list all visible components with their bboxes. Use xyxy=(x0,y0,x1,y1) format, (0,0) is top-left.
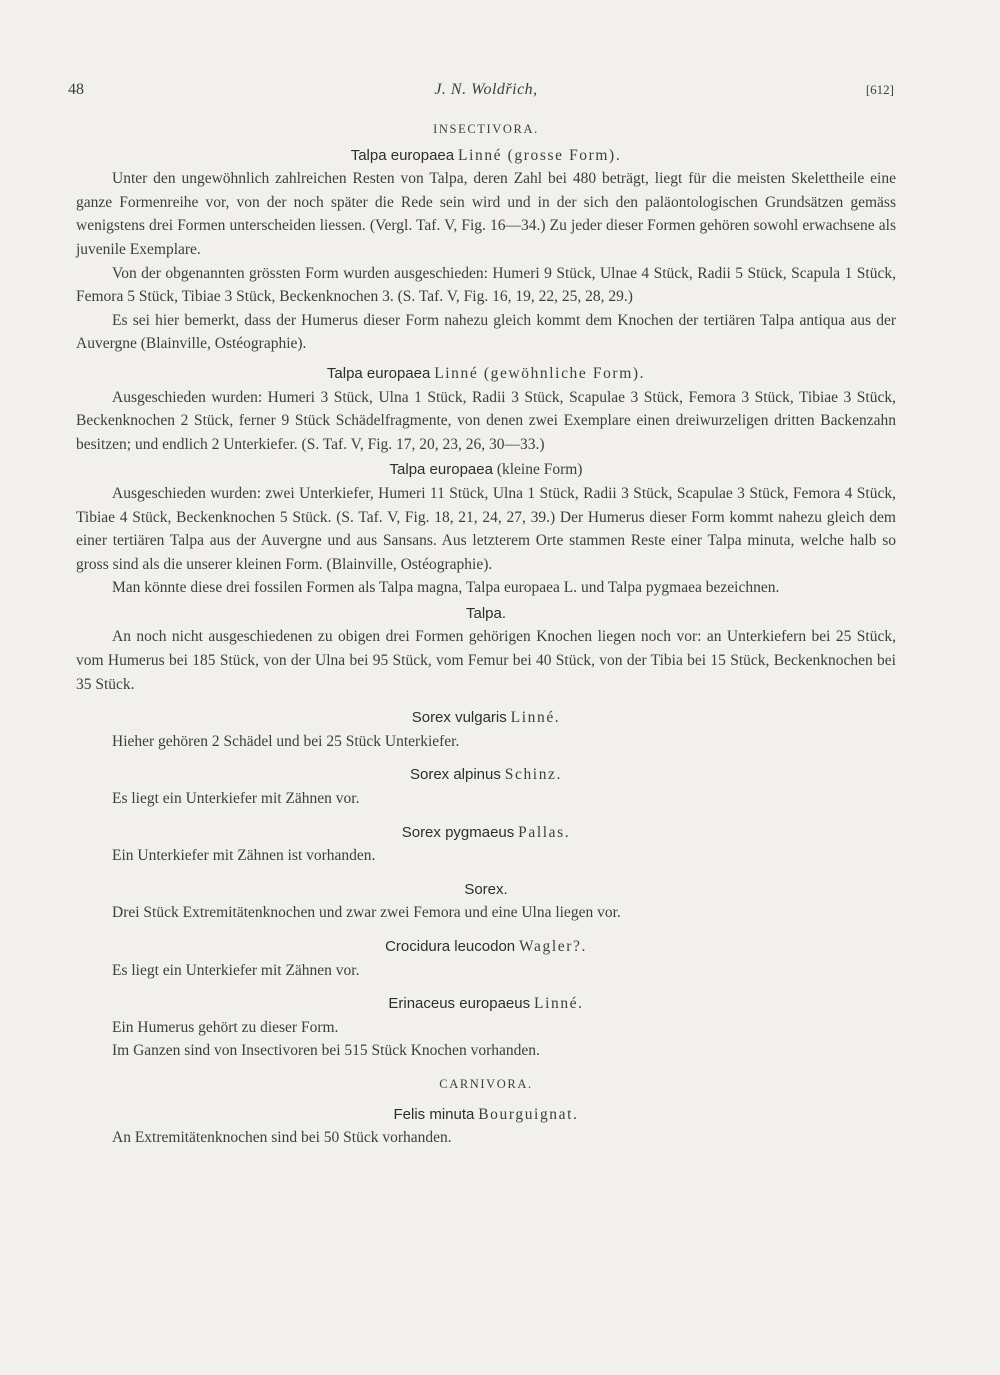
species-authority: Linné. xyxy=(510,709,561,727)
species-authority: Bourguignat. xyxy=(478,1105,579,1123)
paragraph: Hieher gehören 2 Schädel und bei 25 Stück Unterkiefer. xyxy=(112,732,460,750)
species-heading xyxy=(76,362,896,386)
species-name: Talpa europaea xyxy=(389,461,493,479)
paragraph: Es sei hier bemerkt, dass der Humerus dieser Form nahezu gleich kommt dem Knochen der tertiären Talpa antiqua aus der Auvergne (Blainville, Ostéographie). xyxy=(76,311,896,353)
species-authority: (kleine Form) xyxy=(496,461,583,479)
species-authority: Schinz. xyxy=(504,766,563,784)
species-authority: Pallas. xyxy=(518,823,571,841)
species-name: Sorex. xyxy=(464,880,508,898)
species-name: Talpa europaea xyxy=(350,146,455,164)
species-name: Sorex pygmaeus xyxy=(401,823,515,841)
species-name: Felis minuta xyxy=(393,1105,475,1123)
paragraph: Von der obgenannten grössten Form wurden ausgeschieden: Humeri 9 Stück, Ulnae 4 Stück, Radii 5 Stück, Scapula 1 Stück, Femora 5 Stück, Tibiae 3 Stück, Beckenknochen 3. (S. Taf. V, Fig. 16, 19, 22, 25, 28, 29.) xyxy=(76,264,896,306)
species-heading xyxy=(76,878,896,902)
species-heading xyxy=(76,763,896,787)
paragraph: Ein Unterkiefer mit Zähnen ist vorhanden. xyxy=(112,847,376,865)
document-page xyxy=(68,78,896,1150)
section-title-insectivora: INSECTIVORA. xyxy=(433,122,539,136)
species-name: Erinaceus europaeus xyxy=(388,995,531,1013)
species-name: Talpa. xyxy=(465,604,507,622)
paragraph: Drei Stück Extremitätenknochen und zwar zwei Femora und eine Ulna liegen vor. xyxy=(112,904,621,922)
running-header xyxy=(68,78,896,102)
species-authority: Wagler?. xyxy=(519,938,587,955)
species-authority: Linné (grosse Form). xyxy=(458,146,622,164)
paragraph: Ein Humerus gehört zu dieser Form. xyxy=(112,1018,339,1036)
species-heading xyxy=(76,935,896,959)
species-authority: Linné. xyxy=(534,995,584,1013)
species-heading xyxy=(76,1103,896,1127)
page-number: 48 xyxy=(68,81,84,98)
page-reference: [612] xyxy=(865,82,894,97)
species-name: Crocidura leucodon xyxy=(385,938,516,955)
paragraph: An Extremitätenknochen sind bei 50 Stück vorhanden. xyxy=(112,1129,452,1147)
species-authority: Linné (gewöhnliche Form). xyxy=(434,364,646,382)
paragraph: An noch nicht ausgeschiedenen zu obigen drei Formen gehörigen Knochen liegen noch vor: an Unterkiefern bei 25 Stück, vom Humerus bei 185 Stück, von der Ulna bei 95 Stück, vom Femur bei 40 Stück, von der Tibia bei 15 Stück, Beckenknochen bei 35 Stück. xyxy=(76,628,896,693)
paragraph: Im Ganzen sind von Insectivoren bei 515 Stück Knochen vorhanden. xyxy=(112,1042,540,1060)
running-author: J. N. Woldřich, xyxy=(434,81,538,98)
species-name: Sorex alpinus xyxy=(409,766,501,784)
paragraph: Es liegt ein Unterkiefer mit Zähnen vor. xyxy=(112,790,360,808)
species-heading xyxy=(76,821,896,845)
paragraph: Ausgeschieden wurden: Humeri 3 Stück, Ulna 1 Stück, Radii 3 Stück, Scapulae 3 Stück, Femora 3 Stück, Tibiae 3 Stück, Beckenknochen 2 Stück, ferner 9 Stück Schädelfragmente, von denen zwei Exemplare einen dreiwurzeligen dritten Backenzahn besitzen; und endlich 2 Unterkiefer. (S. Taf. V, Fig. 17, 20, 23, 26, 30—33.) xyxy=(76,388,896,453)
species-heading xyxy=(76,706,896,730)
species-heading xyxy=(76,602,896,626)
species-name: Talpa europaea xyxy=(326,364,431,382)
species-heading xyxy=(76,992,896,1016)
species-name: Sorex vulgaris xyxy=(411,709,507,727)
paragraph: Man könnte diese drei fossilen Formen als Talpa magna, Talpa europaea L. und Talpa pygmaea bezeichnen. xyxy=(112,579,780,597)
paragraph: Unter den ungewöhnlich zahlreichen Resten von Talpa, deren Zahl bei 480 beträgt, liegt für die meisten Skelettheile eine ganze Formenreihe vor, von der noch später die Rede sein wird und in der sich den paläontologischen Grundsätzen gemäss wenigstens drei Formen unterscheiden liessen. (Vergl. Taf. V, Fig. 16—34.) Zu jeder dieser Formen gehören sowohl erwachsene als juvenile Exemplare. xyxy=(76,170,896,258)
paragraph: Es liegt ein Unterkiefer mit Zähnen vor. xyxy=(112,961,360,979)
paragraph: Ausgeschieden wurden: zwei Unterkiefer, Humeri 11 Stück, Ulna 1 Stück, Radii 3 Stück, Scapulae 3 Stück, Femora 4 Stück, Tibiae 4 Stück, Beckenknochen 5 Stück. (S. Taf. V, Fig. 18, 21, 24, 27, 39.) Der Humerus dieser Form kommt nahezu gleich dem einer tertiären Talpa aus der Auvergne und aus Sansans. Aus letzterem Orte stammen Reste einer Talpa minuta, welche halb so gross sind als die unserer kleinen Form. (Blainville, Ostéographie). xyxy=(76,484,896,573)
species-heading xyxy=(76,144,896,168)
section-title-carnivora: CARNIVORA. xyxy=(439,1076,533,1091)
species-heading xyxy=(76,458,896,482)
